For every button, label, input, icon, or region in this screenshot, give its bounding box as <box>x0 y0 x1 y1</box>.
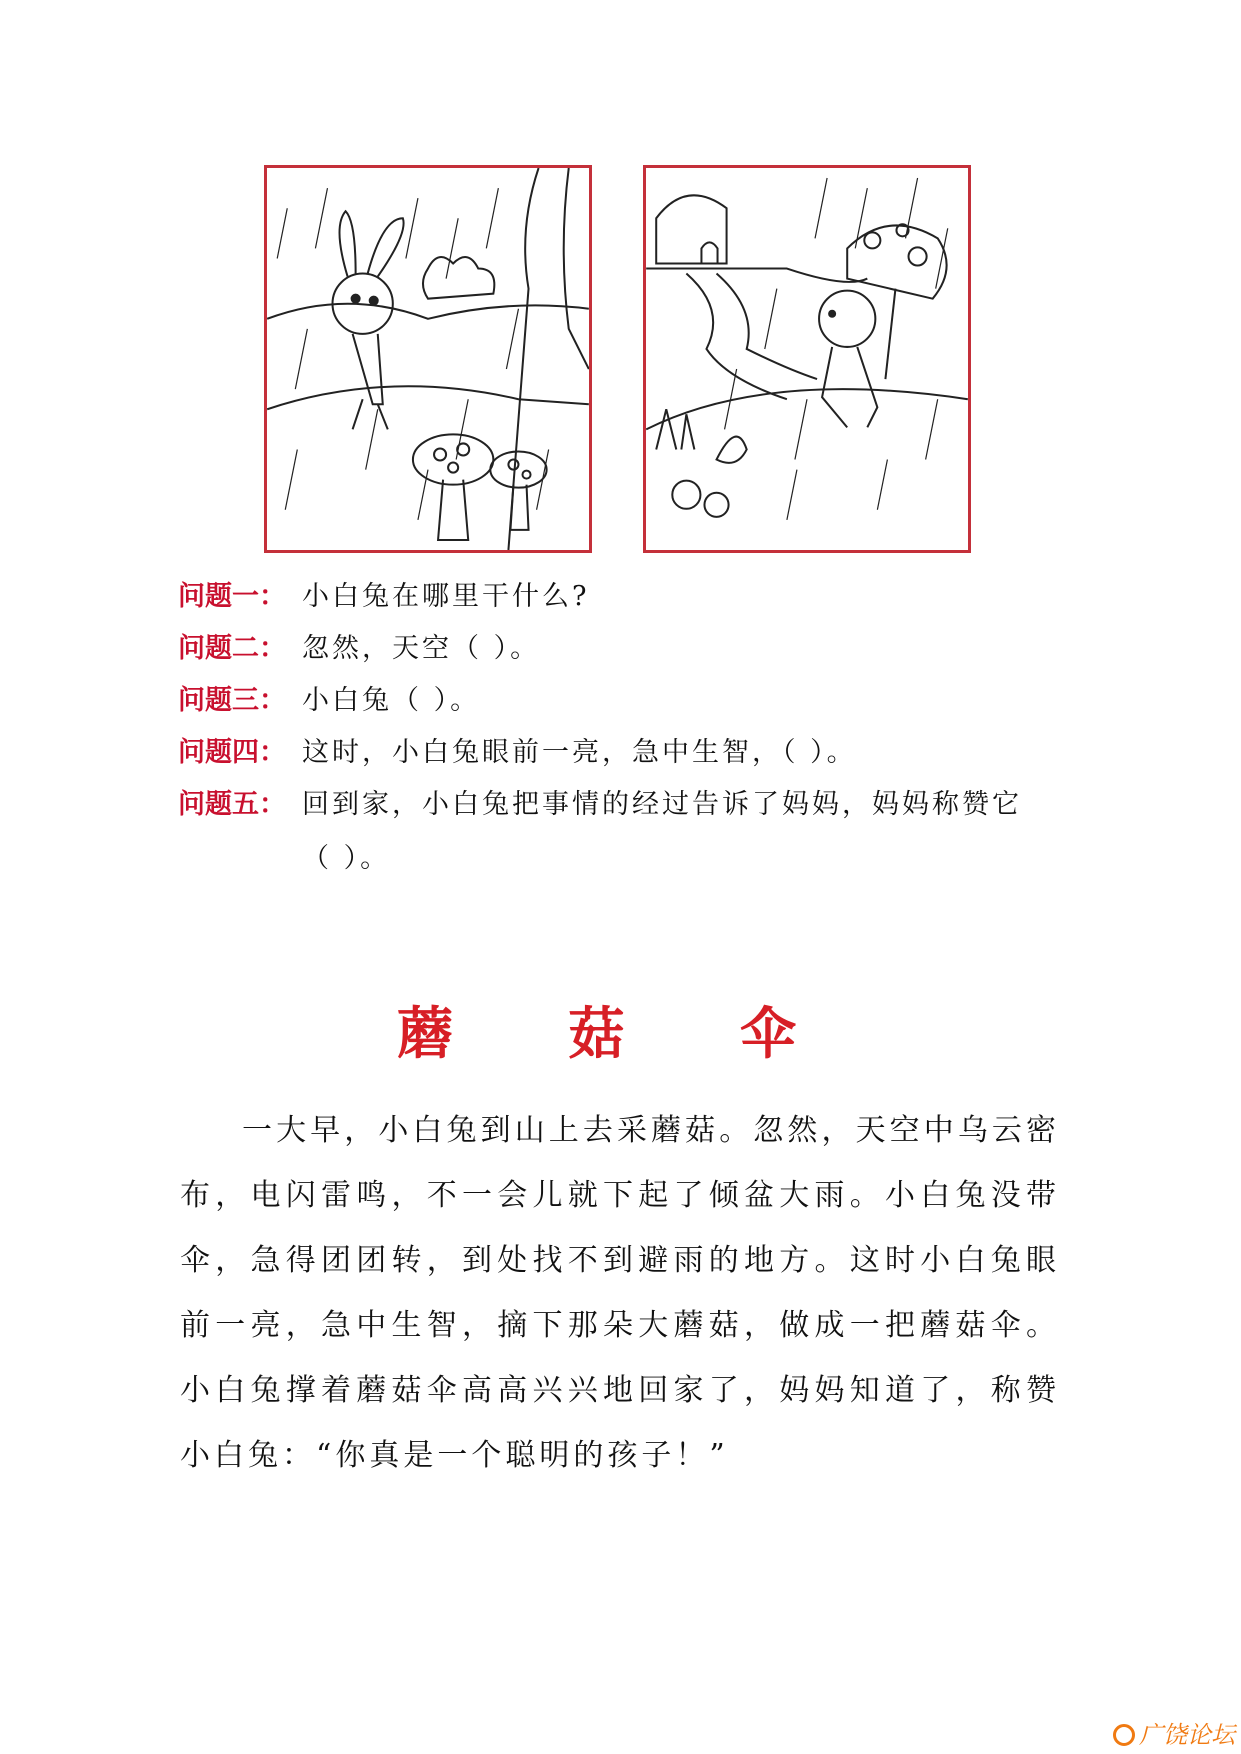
question-5 <box>178 786 1022 824</box>
question-text: 忽然，天空（ ）。 <box>302 633 541 664</box>
question-label: 问题五： <box>178 789 286 820</box>
question-1 <box>178 578 589 616</box>
question-3 <box>178 682 480 720</box>
illustration-rabbit-in-rain <box>264 165 592 553</box>
question-label: 问题一： <box>178 581 286 612</box>
question-text: 小白兔（ ）。 <box>302 685 481 716</box>
question-text: （ ）。 <box>302 843 391 874</box>
illustration-rabbit-with-mushroom-umbrella <box>643 165 971 553</box>
question-label: 问题四： <box>178 737 286 768</box>
story-title: 蘑 菇 伞 <box>397 1002 844 1067</box>
question-5-continuation <box>178 840 390 878</box>
rabbit-rain-drawing <box>267 168 589 550</box>
story-paragraph: 一大早，小白兔到山上去采蘑菇。忽然，天空中乌云密布，电闪雷鸣，不一会儿就下起了倾盆大雨。小白兔没带伞，急得团团转，到处找不到避雨的地方。这时小白兔眼前一亮，急中生智，摘下那朵大蘑菇，做成一把蘑菇伞。小白兔撑着蘑菇伞高高兴兴地回家了，妈妈知道了，称赞小白兔：“你真是一个聪明的孩子！” <box>180 1113 1060 1473</box>
forum-logo-icon <box>1113 1724 1135 1746</box>
story-body <box>180 1098 1060 1488</box>
mushroom-umbrella-drawing <box>646 168 968 550</box>
question-text: 回到家，小白兔把事情的经过告诉了妈妈，妈妈称赞它 <box>302 789 1022 820</box>
question-label: 问题三： <box>178 685 286 716</box>
question-label: 问题二： <box>178 633 286 664</box>
question-2 <box>178 630 540 668</box>
question-text: 小白兔在哪里干什么? <box>302 581 590 612</box>
question-text: 这时，小白兔眼前一亮，急中生智，（ ）。 <box>302 737 857 768</box>
watermark-text: 广饶论坛 <box>1139 1721 1235 1749</box>
question-4 <box>178 734 857 772</box>
watermark <box>1113 1715 1235 1750</box>
